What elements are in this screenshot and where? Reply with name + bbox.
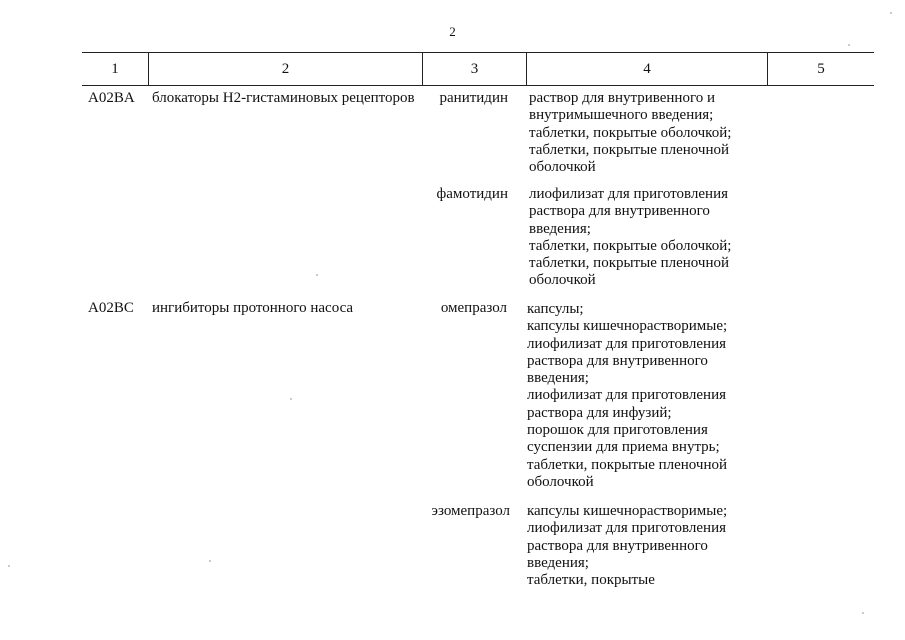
dosage-form-line: введения; bbox=[527, 370, 589, 387]
page-number: 2 bbox=[449, 24, 456, 39]
dosage-form-line: таблетки, покрытые bbox=[527, 572, 655, 589]
dosage-form-line: раствор для внутривенного и bbox=[529, 90, 716, 106]
dosage-form-line: капсулы кишечнорастворимые; bbox=[527, 318, 728, 335]
header-col-5: 5 bbox=[817, 61, 825, 77]
dosage-form-line: таблетки, покрытые оболочкой; bbox=[529, 124, 732, 141]
scan-speck bbox=[8, 565, 10, 567]
drug-name: фамотидин bbox=[436, 186, 508, 202]
dosage-form-line: таблетки, покрытые пленочной bbox=[527, 456, 728, 473]
dosage-form-line: таблетки, покрытые пленочной bbox=[529, 255, 730, 272]
scan-speck bbox=[316, 274, 318, 276]
dosage-form-line: оболочкой bbox=[529, 159, 596, 176]
dosage-form-line: лиофилизат для приготовления bbox=[529, 186, 729, 202]
dosage-form-line: лиофилизат для приготовления bbox=[527, 387, 727, 404]
dosage-form-line: введения; bbox=[527, 554, 589, 571]
scan-speck bbox=[290, 398, 292, 400]
dosage-form-line: раствора для внутривенного bbox=[527, 537, 708, 554]
dosage-forms bbox=[527, 301, 727, 491]
dosage-forms bbox=[529, 90, 731, 176]
dosage-forms bbox=[529, 186, 731, 290]
drug-name: эзомепразол bbox=[431, 503, 510, 519]
dosage-form-line: таблетки, покрытые пленочной bbox=[529, 141, 730, 158]
scan-speck bbox=[209, 560, 211, 562]
dosage-form-line: капсулы; bbox=[527, 301, 584, 317]
drug-group: ингибиторы протонного насоса bbox=[152, 300, 354, 316]
dosage-form-line: введения; bbox=[529, 220, 591, 237]
scan-speck bbox=[890, 12, 892, 14]
dosage-form-line: раствора для инфузий; bbox=[527, 404, 672, 421]
dosage-form-line: раствора для внутривенного bbox=[529, 203, 710, 220]
dosage-form-line: лиофилизат для приготовления bbox=[527, 335, 727, 352]
dosage-form-line: капсулы кишечнорастворимые; bbox=[527, 503, 728, 519]
drug-name: ранитидин bbox=[439, 90, 508, 106]
header-col-4: 4 bbox=[643, 61, 651, 77]
dosage-form-line: лиофилизат для приготовления bbox=[527, 520, 727, 537]
table-header bbox=[82, 52, 874, 86]
drug-name: омепразол bbox=[440, 300, 507, 316]
header-col-3: 3 bbox=[470, 61, 479, 77]
dosage-form-line: оболочкой bbox=[529, 272, 596, 289]
dosage-form-line: порошок для приготовления bbox=[527, 422, 708, 439]
atc-code: A02BA bbox=[88, 90, 135, 106]
header-col-1: 1 bbox=[111, 61, 119, 77]
dosage-form-line: суспензии для приема внутрь; bbox=[527, 439, 720, 456]
scan-speck bbox=[862, 612, 864, 614]
dosage-forms bbox=[527, 503, 727, 589]
scan-speck bbox=[848, 44, 850, 46]
header-col-2: 2 bbox=[281, 61, 290, 77]
dosage-form-line: внутримышечного введения; bbox=[529, 107, 714, 124]
dosage-form-line: оболочкой bbox=[527, 473, 594, 490]
drug-group: блокаторы H2-гистаминовых рецепторов bbox=[152, 90, 415, 106]
dosage-form-line: таблетки, покрытые оболочкой; bbox=[529, 237, 732, 254]
dosage-form-line: раствора для внутривенного bbox=[527, 352, 708, 369]
atc-code: A02BC bbox=[88, 300, 134, 316]
